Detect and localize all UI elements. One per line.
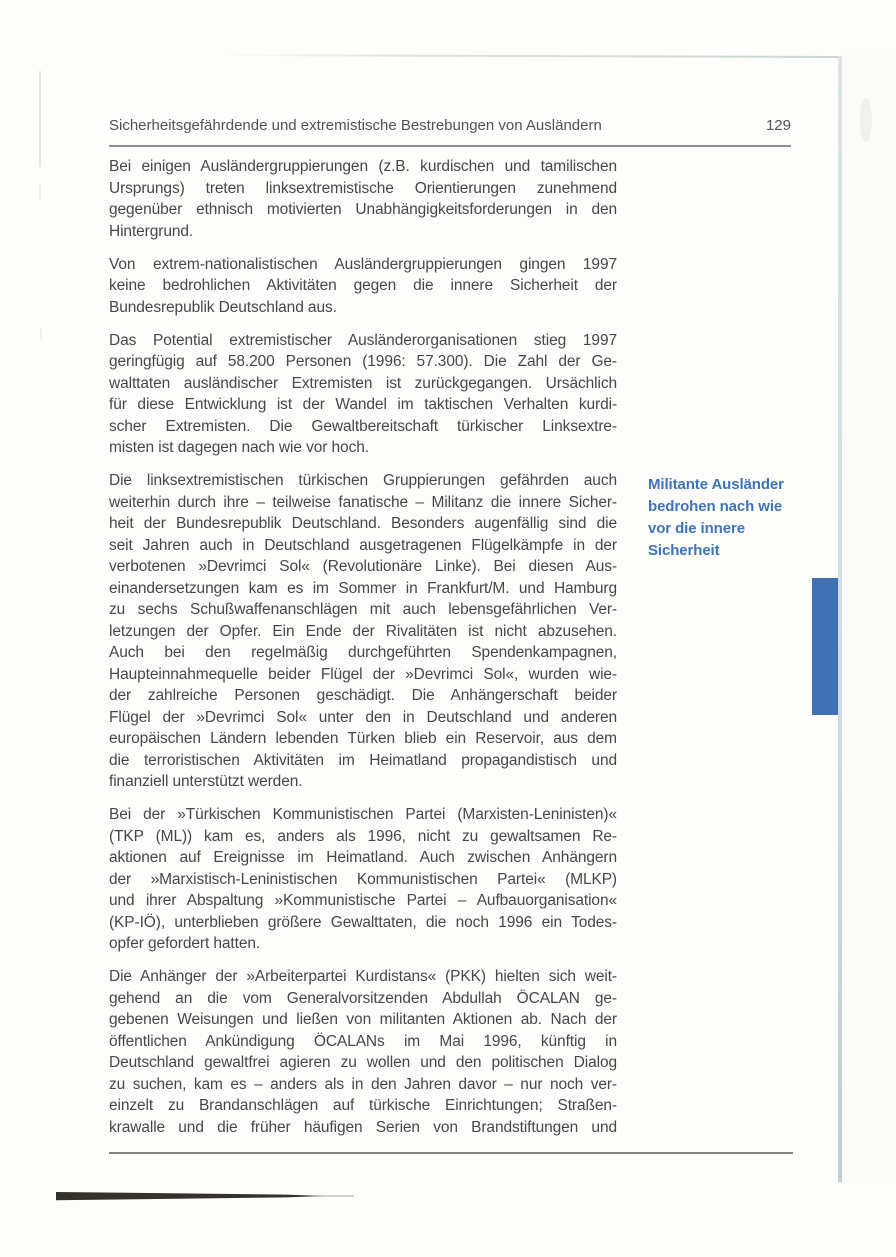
scan-page-right-edge — [838, 56, 842, 1182]
text-line: gebenen Weisungen und ließen von militanten Aktionen ab. Nach der — [109, 1011, 617, 1028]
text-line: für diese Entwicklung ist der Wandel im taktischen Verhalten kurdi- — [109, 396, 617, 413]
text-line: opfer gefordert hatten. — [109, 935, 261, 952]
scan-bottom-artifact-tail — [316, 1195, 354, 1197]
scan-background-right — [842, 54, 896, 1184]
text-line: (KP-IÖ), unterblieben größere Gewalttaten, die noch 1996 ein Todes- — [109, 913, 617, 931]
text-line: finanziell unterstützt werden. — [109, 773, 303, 790]
text-line: keine bedrohlichen Aktivitäten gegen die innere Sicherheit der — [109, 277, 617, 294]
footer-rule — [109, 1152, 793, 1154]
text-line: krawalle und die früher häufigen Serien von Brandstiftungen und — [109, 1118, 617, 1136]
text-line: Haupteinnahmequelle beider Flügel der »Devrimci Sol«, wurden wie- — [109, 665, 617, 683]
margin-note — [648, 474, 800, 562]
text-line: Von extrem-nationalistischen Ausländergruppierungen gingen 1997 — [109, 255, 617, 273]
text-line: misten ist dagegen nach wie vor hoch. — [109, 439, 369, 456]
text-line: einzelt zu Brandanschlägen auf türkische Einrichtungen; Straßen- — [109, 1097, 617, 1114]
body-paragraph — [109, 966, 617, 1138]
running-head-title: Sicherheitsgefährdende und extremistische Bestrebungen von Ausländern — [109, 117, 602, 134]
text-line: öffentlichen Ankündigung ÖCALANs im Mai 1996, künftig in — [109, 1032, 617, 1050]
text-line: heit der Bundesrepublik Deutschland. Besonders augenfällig sind die — [109, 515, 617, 532]
body-column — [109, 156, 617, 1138]
text-line: weiterhin durch ihre – teilweise fanatische – Militanz die innere Sicher- — [109, 493, 617, 511]
body-paragraph — [109, 330, 617, 459]
text-line: die terroristischen Aktivitäten im Heimatland propagandistisch und — [109, 751, 617, 769]
margin-note-line: Militante Ausländer — [648, 476, 784, 493]
text-line: Ursprungs) treten linksextremistische Orientierungen zunehmend — [109, 179, 617, 197]
blue-accent-bar — [812, 578, 838, 715]
header-rule — [109, 145, 791, 147]
body-paragraph — [109, 470, 617, 793]
text-line: der zahlreiche Personen geschädigt. Die Anhängerschaft beider — [109, 687, 617, 704]
scan-smudge — [860, 98, 872, 142]
text-line: seit Jahren auch in Deutschland ausgetragenen Flügelkämpfe in der — [109, 536, 617, 554]
text-line: Bundesrepublik Deutschland aus. — [109, 298, 337, 316]
text-line: letzungen der Opfer. Ein Ende der Rivalitäten ist nicht abzusehen. — [109, 622, 617, 640]
text-line: (TKP (ML)) kam es, anders als 1996, nicht zu gewaltsamen Re- — [109, 827, 617, 845]
scan-left-artifact — [39, 71, 41, 167]
text-line: geringfügig auf 58.200 Personen (1996: 57.300). Die Zahl der Ge- — [109, 353, 617, 370]
text-line: der »Marxistisch-Leninistischen Kommunistischen Partei« (MLKP) — [109, 870, 617, 888]
scan-bottom-artifact — [56, 1191, 324, 1201]
text-line: Das Potential extremistischer Ausländerorganisationen stieg 1997 — [109, 331, 617, 349]
body-paragraph — [109, 156, 617, 242]
text-line: Hintergrund. — [109, 222, 194, 240]
text-line: und ihrer Abspaltung »Kommunistische Partei – Aufbauorganisation« — [109, 892, 617, 909]
text-line: gehend an die vom Generalvorsitzenden Abdullah ÖCALAN ge- — [109, 989, 617, 1007]
body-paragraph — [109, 254, 617, 319]
text-line: zu sechs Schußwaffenanschlägen mit auch lebensgefährlichen Ver- — [109, 601, 617, 618]
page-number: 129 — [765, 117, 791, 134]
scan-left-artifact — [40, 328, 42, 340]
text-line: aktionen auf Ereignisse im Heimatland. Auch zwischen Anhängern — [109, 849, 617, 866]
text-line: Bei einigen Ausländergruppierungen (z.B. kurdischen und tamilischen — [109, 158, 617, 175]
margin-note-line: vor die innere — [648, 520, 745, 537]
text-line: scher Extremisten. Die Gewaltbereitschaft türkischer Linksextre- — [109, 417, 617, 435]
running-head — [109, 117, 791, 134]
text-line: Auch bei den regelmäßig durchgeführten Spendenkampagnen, — [109, 644, 617, 661]
scan-left-artifact — [39, 184, 41, 200]
text-line: europäischen Ländern lebenden Türken blieb ein Reservoir, aus dem — [109, 730, 617, 747]
text-line: Die Anhänger der »Arbeiterpartei Kurdistans« (PKK) hielten sich weit- — [109, 968, 617, 985]
text-line: walttaten ausländischer Extremisten ist zurückgegangen. Ursächlich — [109, 374, 617, 392]
margin-note-line: bedrohen nach wie — [648, 498, 783, 515]
margin-note-line: Sicherheit — [648, 542, 720, 559]
text-line: Bei der »Türkischen Kommunistischen Partei (Marxisten-Leninisten)« — [109, 806, 617, 823]
text-line: Deutschland gewaltfrei agieren zu wollen und den politischen Dialog — [109, 1054, 617, 1071]
text-line: Flügel der »Devrimci Sol« unter den in Deutschland und anderen — [109, 708, 617, 726]
text-line: zu suchen, kam es – anders als in den Jahren davor – nur noch ver- — [109, 1075, 617, 1093]
text-line: gegenüber ethnisch motivierten Unabhängigkeitsforderungen in den — [109, 201, 617, 218]
text-line: einandersetzungen kam es im Sommer in Frankfurt/M. und Hamburg — [109, 579, 617, 597]
body-paragraph — [109, 804, 617, 955]
text-line: verbotenen »Devrimci Sol« (Revolutionäre Linke). Bei diesen Aus- — [109, 558, 617, 575]
text-line: Die linksextremistischen türkischen Gruppierungen gefährden auch — [109, 472, 617, 489]
scan-page-top-edge — [216, 54, 838, 58]
